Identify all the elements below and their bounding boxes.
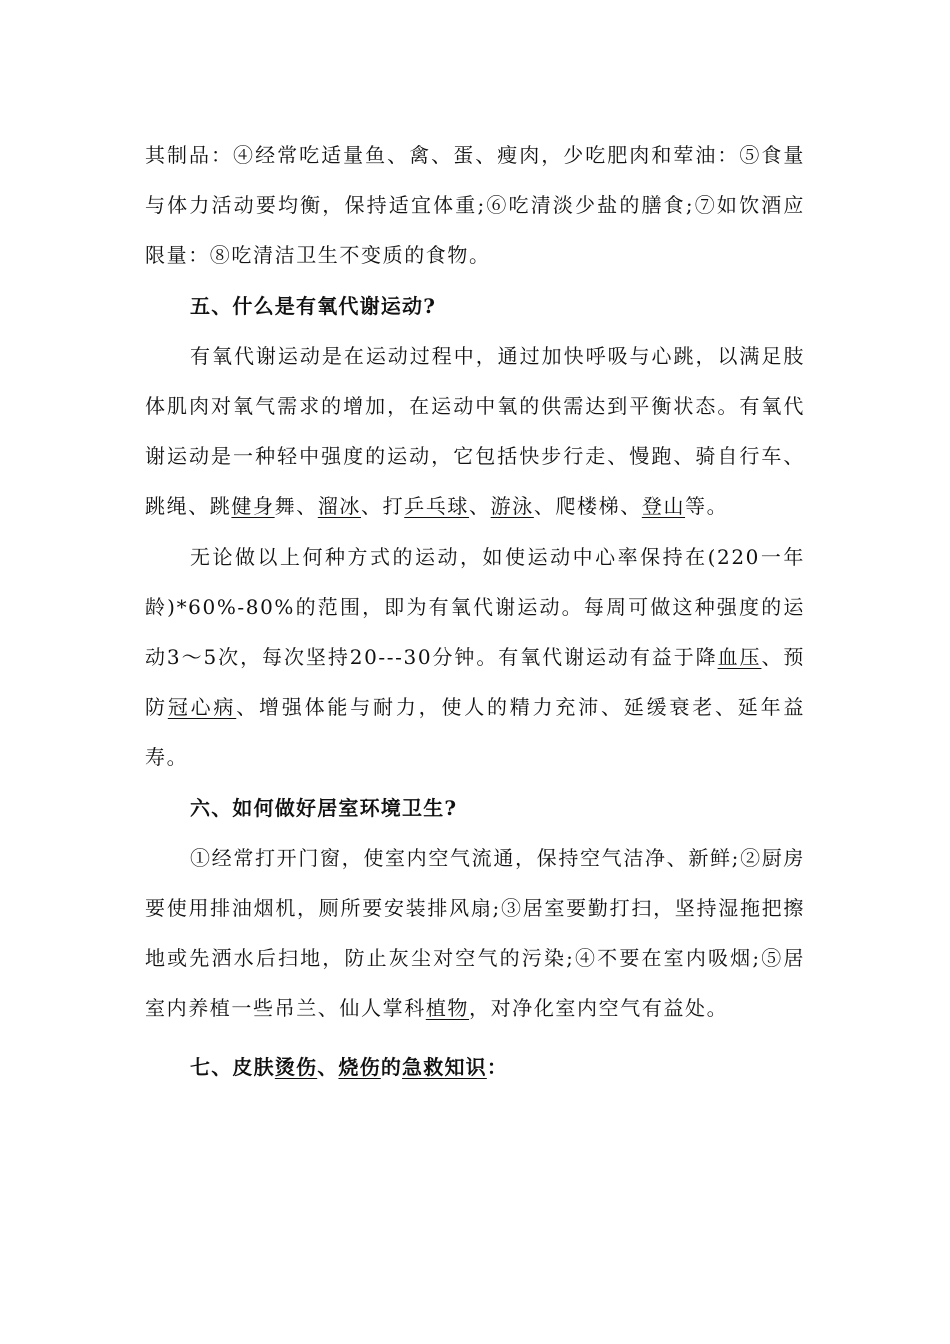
paragraph-text: 、打 (361, 494, 405, 519)
heading-text: 七、皮肤 (190, 1054, 275, 1079)
document-body (145, 130, 805, 1092)
heading-text: 的 (380, 1054, 403, 1079)
paragraph-text: 有氧代谢运动是在运动过程中，通过加快呼吸与心跳，以满足肢体肌肉对氧气需求的增加，在运动中氧的供需达到平衡状态。有氧代谢运动是一种轻中强度的运动，它包括快步行走、慢跑、骑自行车、跳绳、跳 (145, 343, 805, 519)
link-climbing[interactable]: 登山 (641, 494, 686, 519)
link-coronary-disease[interactable]: 冠心病 (167, 695, 237, 720)
spacer (145, 1034, 805, 1042)
paragraph-text: 、 (469, 494, 491, 519)
heading-text: 五、什么是有氧代谢运动? (190, 293, 437, 318)
paragraph-text: 、增强体能与耐力，使人的精力充沛、延缓衰老、延年益寿。 (145, 695, 805, 770)
heading-text: ： (486, 1054, 509, 1079)
heading-home-hygiene (145, 783, 805, 833)
paragraph-text: 等。 (685, 494, 729, 519)
heading-text: 六、如何做好居室环境卫生? (190, 795, 458, 820)
paragraph-text: 、爬楼梯、 (533, 494, 642, 519)
heading-aerobic-exercise (145, 281, 805, 331)
heading-text: 、 (317, 1054, 339, 1079)
link-knowledge[interactable]: 知识 (444, 1054, 487, 1079)
paragraph-diet-continued (145, 130, 805, 281)
link-blood-pressure[interactable]: 血压 (717, 645, 762, 670)
heading-burn-first-aid (145, 1042, 805, 1092)
paragraph-home-hygiene (145, 833, 805, 1034)
paragraph-text: 、预防 (145, 645, 806, 720)
link-skating[interactable]: 溜冰 (317, 494, 362, 519)
link-table-tennis[interactable]: 乒乓球 (404, 494, 470, 519)
paragraph-aerobic-definition (145, 331, 805, 532)
paragraph-text: ，对净化室内空气有益处。 (469, 996, 729, 1021)
link-first-aid[interactable]: 急救 (402, 1054, 445, 1079)
paragraph-text: 其制品：④经常吃适量鱼、禽、蛋、瘦肉，少吃肥肉和荤油：⑤食量与体力活动要均衡，保持适宜体重;⑥吃清淡少盐的膳食;⑦如饮酒应限量：⑧吃清洁卫生不变质的食物。 (145, 143, 805, 268)
paragraph-text: ①经常打开门窗，使室内空气流通，保持空气洁净、新鲜;②厨房要使用排油烟机，厕所要安装排风扇;③居室要勤打扫，坚持湿拖把擦地或先洒水后扫地，防止灰尘对空气的污染;④不要在室内吸烟;⑤居室内养植一些吊兰、仙人掌科 (145, 845, 805, 1021)
link-plants[interactable]: 植物 (425, 996, 470, 1021)
link-burn[interactable]: 烧伤 (338, 1054, 381, 1079)
link-scald[interactable]: 烫伤 (274, 1054, 318, 1079)
link-fitness[interactable]: 健身 (231, 494, 275, 519)
paragraph-text: 舞、 (274, 494, 318, 519)
paragraph-heart-rate (145, 532, 805, 783)
link-swimming[interactable]: 游泳 (490, 494, 534, 519)
paragraph-text: 无论做以上何种方式的运动，如使运动中心率保持在(220一年龄)*60%-80%的范围，即为有氧代谢运动。每周可做这种强度的运动3～5次，每次坚持20---30分钟。有氧代谢运动有益于降 (145, 544, 805, 670)
